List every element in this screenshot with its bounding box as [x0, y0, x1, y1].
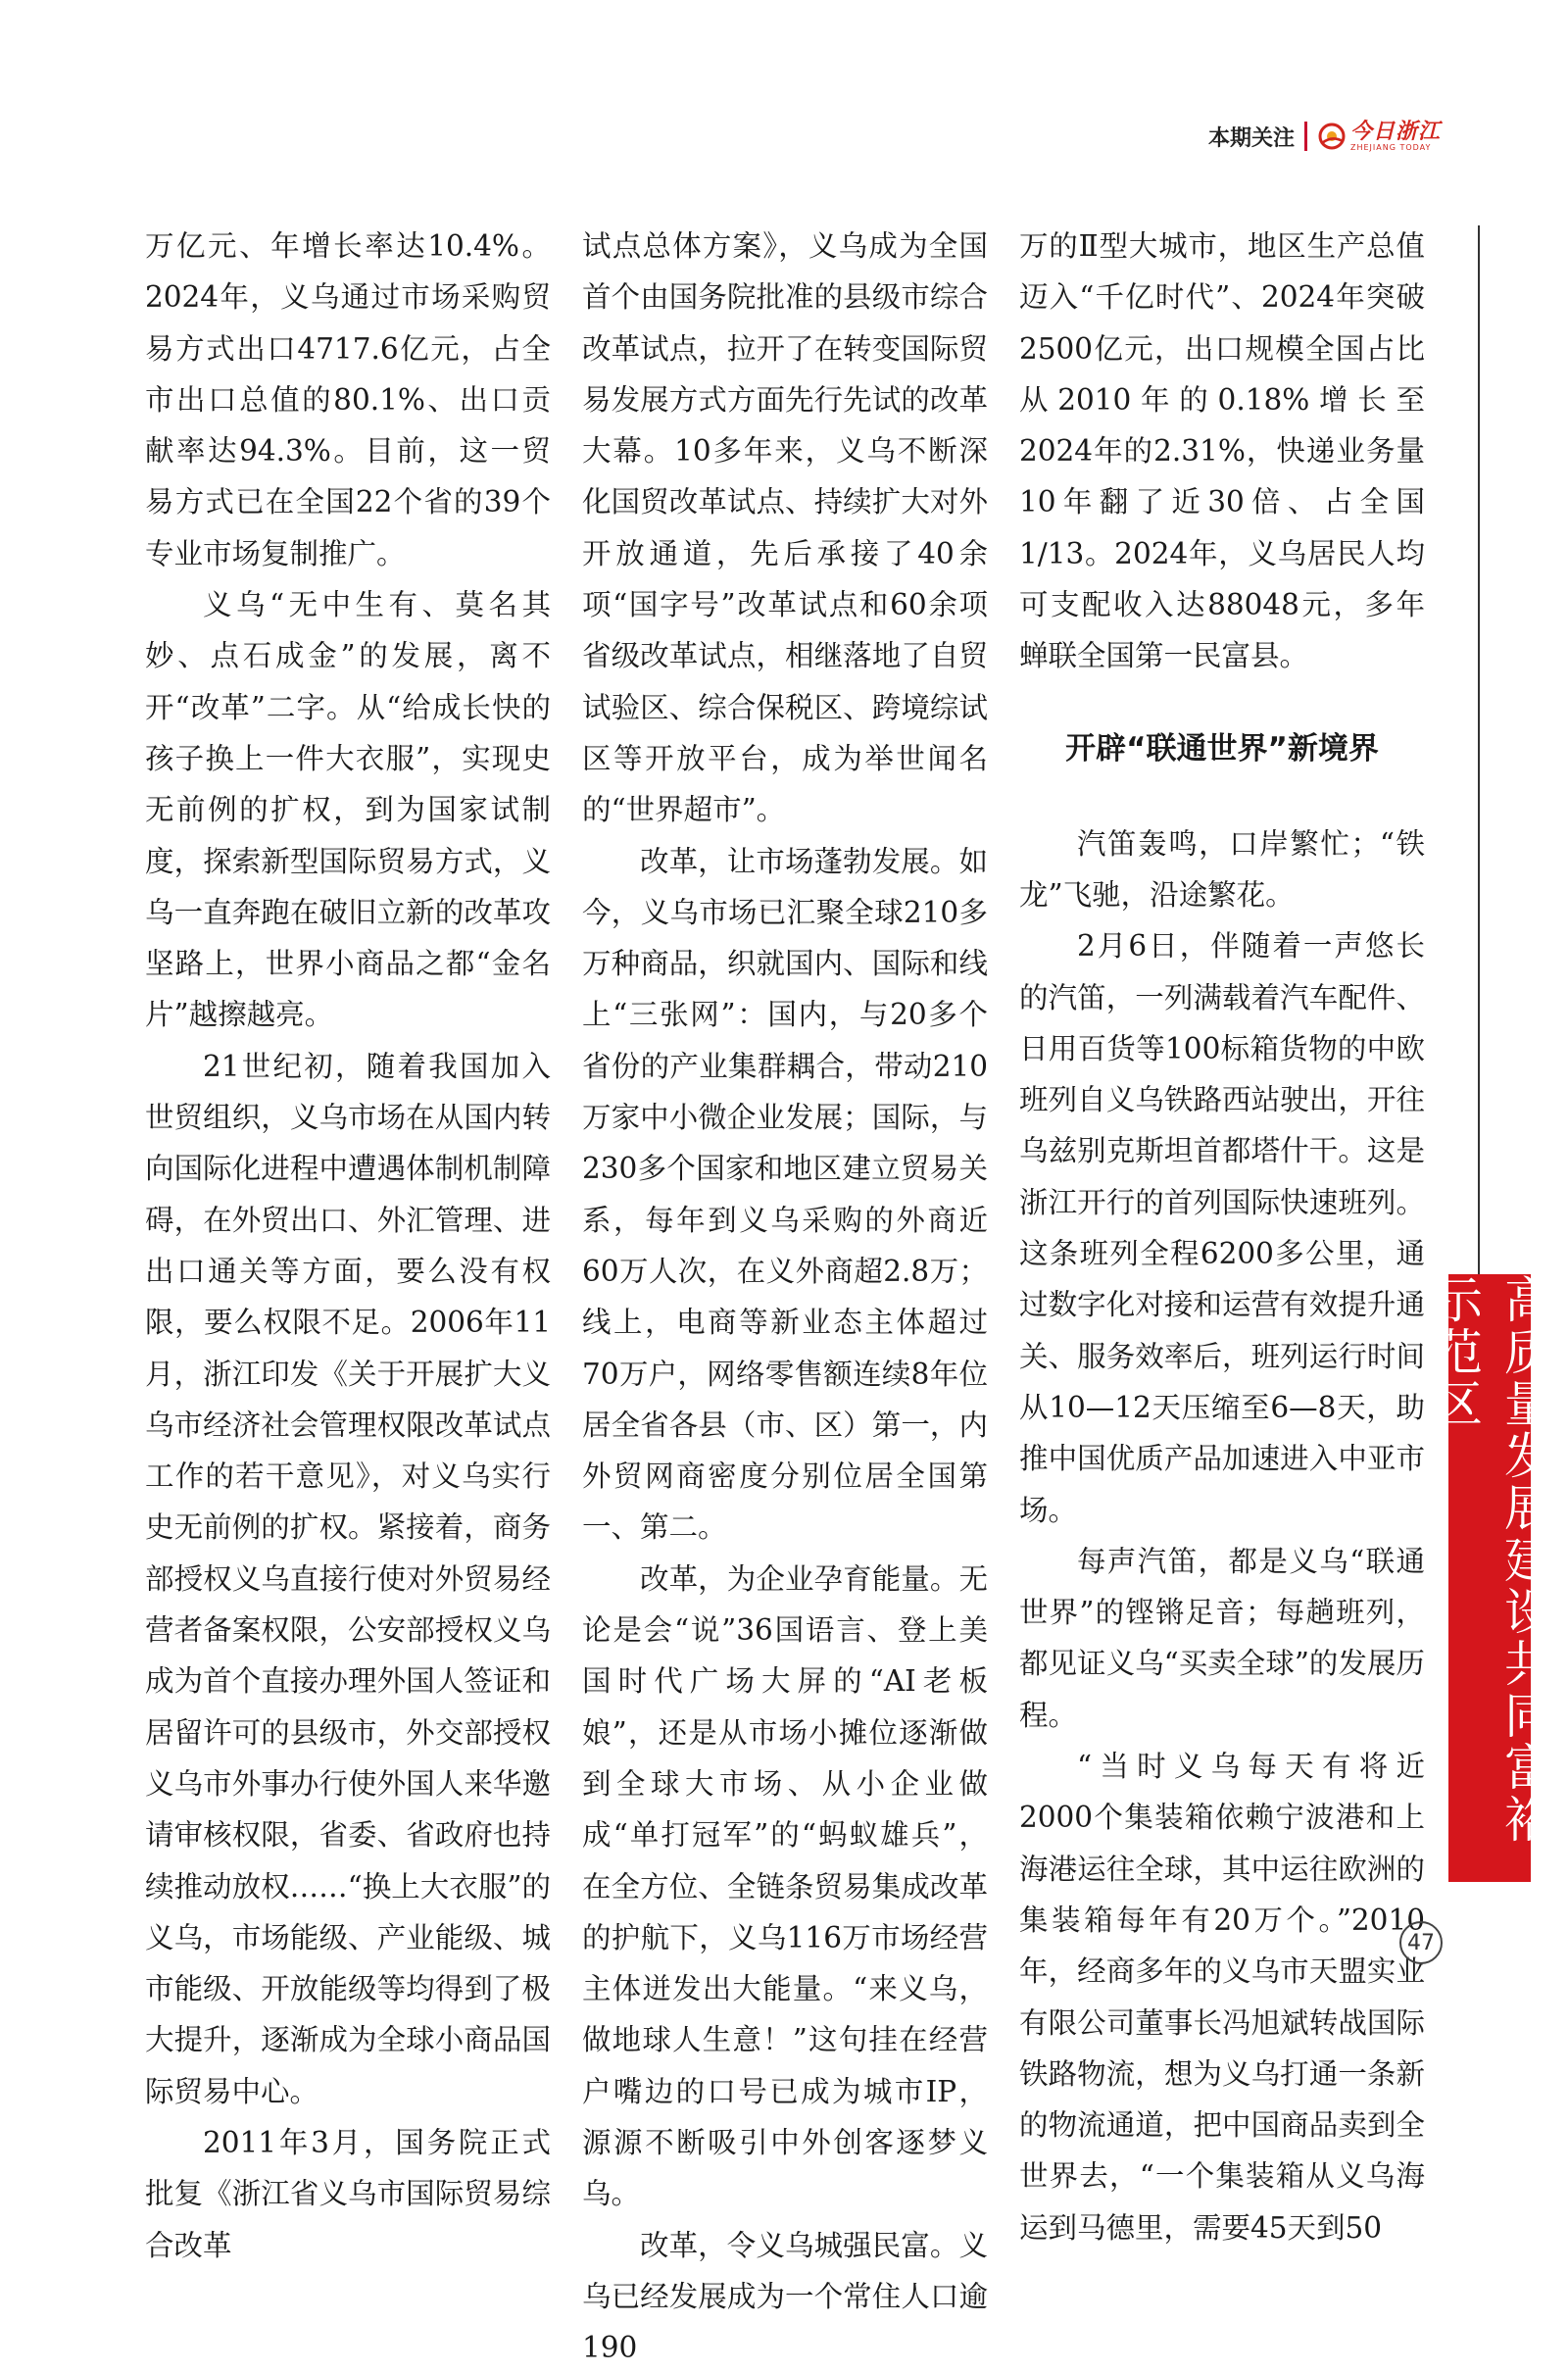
- page-header: [1208, 116, 1441, 157]
- section-label: 本期关注: [1207, 125, 1295, 151]
- paragraph: 万亿元、年增长率达10.4%。2024年，义乌通过市场采购贸易方式出口4717.6亿元，占全市出口总值的80.1%、出口贡献率达94.3%。目前，这一贸易方式已在全国22个省的39个专业市场复制推广。: [145, 229, 551, 570]
- paragraph: 汽笛轰鸣，口岸繁忙；“铁龙”飞驰，沿途繁花。: [1019, 826, 1425, 912]
- paragraph: 2月6日，伴随着一声悠长的汽笛，一列满载着汽车配件、日用百货等100标箱货物的中欧班列自义乌铁路西站驶出，开往乌兹别克斯坦首都塔什干。这是浙江开行的首列国际快速班列。这条班列全程6200多公里，通过数字化对接和运营有效提升通关、服务效率后，班列运行时间从10—12天压缩至6—8天，助推中国优质产品加速进入中亚市场。: [1019, 929, 1425, 1527]
- header-divider: [1304, 122, 1307, 151]
- page-number: 47: [1399, 1921, 1443, 1964]
- logo-english-name: ZHEJIANG TODAY: [1349, 143, 1432, 152]
- paragraph: 义乌“无中生有、莫名其妙、点石成金”的发展，离不开“改革”二字。从“给成长快的孩子换上一件大衣服”，实现史无前例的扩权，到为国家试制度，探索新型国际贸易方式，义乌一直奔跑在破旧立新的改革攻坚路上，世界小商品之都“金名片”越擦越亮。: [145, 588, 551, 1032]
- article-column-3: [1019, 221, 1425, 2253]
- paragraph: 万的Ⅱ型大城市，地区生产总值迈入“千亿时代”、2024年突破2500亿元，出口规模全国占比从2010年的0.18%增长至2024年的2.31%，快递业务量10年翻了近30倍、占全国1/13。2024年，义乌居民人均可支配收入达88048元，多年蝉联全国第一民富县。: [1019, 229, 1425, 673]
- sun-icon: [1317, 122, 1347, 151]
- side-banner: 高质量发展建设共同富裕示范区: [1448, 1274, 1531, 1882]
- paragraph: 改革，让市场蓬勃发展。如今，义乌市场已汇聚全球210多万种商品，织就国内、国际和线上“三张网”：国内，与20多个省份的产业集群耦合，带动210万家中小微企业发展；国际，与230多个国家和地区建立贸易关系，每年到义乌采购的外商近60万人次，在义外商超2.8万；线上，电商等新业态主体超过70万户，网络零售额连续8年位居全省各县（市、区）第一，内外贸网商密度分别位居全国第一、第二。: [582, 844, 988, 1545]
- paragraph: 2011年3月，国务院正式批复《浙江省义乌市国际贸易综合改革: [145, 2125, 551, 2262]
- paragraph: “当时义乌每天有将近2000个集装箱依赖宁波港和上海港运往全球，其中运往欧洲的集装箱每年有20万个。”2010年，经商多年的义乌市天盟实业有限公司董事长冯旭斌转战国际铁路物流，想为义乌打通一条新的物流通道，把中国商品卖到全世界去，“一个集装箱从义乌海运到马德里，需要45天到50: [1019, 1750, 1425, 2245]
- section-heading: 开辟“联通世界”新境界: [1065, 730, 1379, 766]
- paragraph: 21世纪初，随着我国加入世贸组织，义乌市场在从国内转向国际化进程中遭遇体制机制障碍，在外贸出口、外汇管理、进出口通关等方面，要么没有权限，要么权限不足。2006年11月，浙江印发《关于开展扩大义乌市经济社会管理权限改革试点工作的若干意见》，对义乌实行史无前例的扩权。紧接着，商务部授权义乌直接行使对外贸易经营者备案权限，公安部授权义乌成为首个直接办理外国人签证和居留许可的县级市，外交部授权义乌市外事办行使外国人来华邀请审核权限，省委、省政府也持续推动放权……“换上大衣服”的义乌，市场能级、产业能级、城市能级、开放能级等均得到了极大提升，逐渐成为全球小商品国际贸易中心。: [145, 1049, 551, 2108]
- paragraph: 试点总体方案》，义乌成为全国首个由国务院批准的县级市综合改革试点，拉开了在转变国际贸易发展方式方面先行先试的改革大幕。10多年来，义乌不断深化国贸改革试点、持续扩大对外开放通道，先后承接了40余项“国字号”改革试点和60余项省级改革试点，相继落地了自贸试验区、综合保税区、跨境综试区等开放平台，成为举世闻名的“世界超市”。: [582, 229, 988, 827]
- paragraph: 改革，为企业孕育能量。无论是会“说”36国语言、登上美国时代广场大屏的“AI老板娘”，还是从市场小摊位逐渐做到全球大市场、从小企业做成“单打冠军”的“蚂蚁雄兵”，在全方位、全链条贸易集成改革的护航下，义乌116万市场经营主体迸发出大能量。“来义乌，做地球人生意！”这句挂在经营户嘴边的口号已成为城市IP，源源不断吸引中外创客逐梦义乌。: [582, 1561, 988, 2211]
- paragraph: 每声汽笛，都是义乌“联通世界”的铿锵足音；每趟班列，都见证义乌“买卖全球”的发展历程。: [1019, 1544, 1425, 1732]
- article-column-1: [145, 221, 551, 2271]
- column-rule: [1478, 225, 1480, 1451]
- article-column-2: [582, 221, 988, 2373]
- paragraph: 改革，令义乌城强民富。义乌已经发展成为一个常住人口逾190: [582, 2228, 988, 2365]
- logo-chinese-name: 今日浙江: [1349, 119, 1441, 144]
- magazine-logo: [1317, 121, 1441, 152]
